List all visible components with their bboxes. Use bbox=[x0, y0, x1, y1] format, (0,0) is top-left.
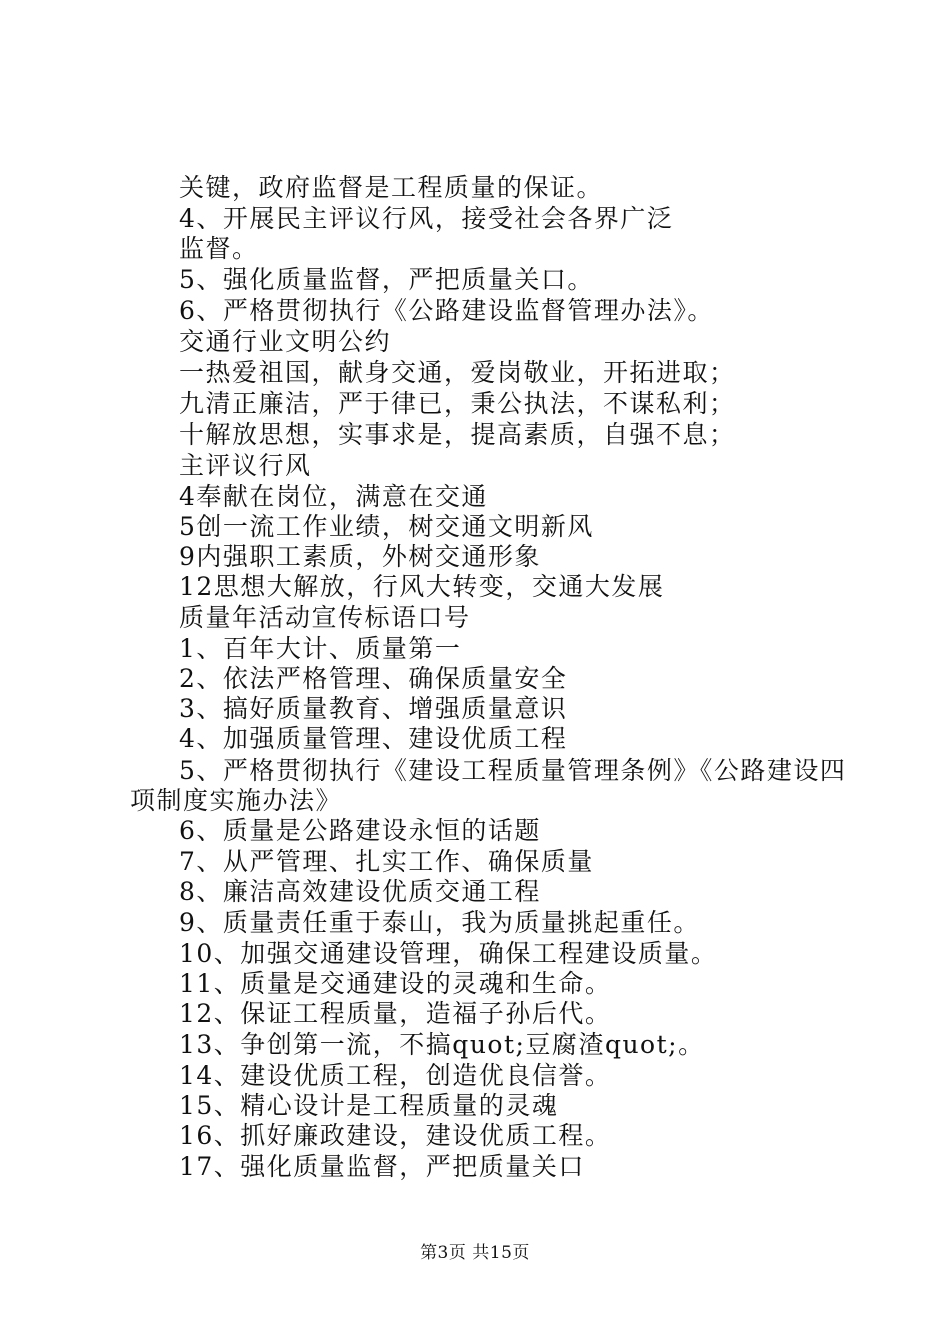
text-line: 3、搞好质量教育、增强质量意识 bbox=[179, 694, 568, 723]
text-line: 监督。 bbox=[179, 234, 259, 263]
text-line: 4奉献在岗位，满意在交通 bbox=[179, 482, 488, 511]
section-heading: 交通行业文明公约 bbox=[179, 327, 392, 356]
text-line: 11、质量是交通建设的灵魂和生命。 bbox=[179, 969, 612, 998]
text-line: 7、从严管理、扎实工作、确保质量 bbox=[179, 847, 594, 876]
text-line: 16、抓好廉政建设，建设优质工程。 bbox=[179, 1121, 612, 1150]
text-line: 4、加强质量管理、建设优质工程 bbox=[179, 724, 568, 753]
text-line: 17、强化质量监督，严把质量关口 bbox=[179, 1152, 585, 1181]
text-line: 8、廉洁高效建设优质交通工程 bbox=[179, 877, 541, 906]
text-line: 十解放思想，实事求是，提高素质，自强不息； bbox=[179, 420, 736, 449]
text-line: 9、质量责任重于泰山，我为质量挑起重任。 bbox=[179, 908, 700, 937]
text-line: 14、建设优质工程，创造优良信誉。 bbox=[179, 1061, 612, 1090]
text-line: 12、保证工程质量，造福子孙后代。 bbox=[179, 999, 612, 1028]
section-heading: 质量年活动宣传标语口号 bbox=[179, 603, 471, 632]
text-line: 5创一流工作业绩，树交通文明新风 bbox=[179, 512, 594, 541]
text-line: 6、质量是公路建设永恒的话题 bbox=[179, 816, 541, 845]
page-number: 第3页 共15页 bbox=[420, 1243, 530, 1263]
text-line: 九清正廉洁，严于律已，秉公执法，不谋私利； bbox=[179, 389, 736, 418]
text-line: 5、强化质量监督，严把质量关口。 bbox=[179, 265, 594, 294]
section-heading: 主评议行风 bbox=[179, 451, 312, 480]
text-line: 5、严格贯彻执行《建设工程质量管理条例》《公路建设四 bbox=[179, 756, 847, 785]
text-line-continuation: 项制度实施办法》 bbox=[130, 786, 343, 815]
text-line: 一热爱祖国，献身交通，爱岗敬业，开拓进取； bbox=[179, 358, 736, 387]
text-line: 6、严格贯彻执行《公路建设监督管理办法》。 bbox=[179, 296, 714, 325]
text-line: 9内强职工素质，外树交通形象 bbox=[179, 542, 541, 571]
text-line: 10、加强交通建设管理，确保工程建设质量。 bbox=[179, 939, 718, 968]
text-line: 12思想大解放，行风大转变，交通大发展 bbox=[179, 572, 665, 601]
text-line: 13、争创第一流，不搞quot;豆腐渣quot;。 bbox=[179, 1030, 705, 1059]
text-line: 2、依法严格管理、确保质量安全 bbox=[179, 664, 568, 693]
text-line: 关键，政府监督是工程质量的保证。 bbox=[179, 173, 604, 202]
text-line: 15、精心设计是工程质量的灵魂 bbox=[179, 1091, 559, 1120]
text-line: 1、百年大计、质量第一 bbox=[179, 634, 462, 663]
text-line: 4、开展民主评议行风，接受社会各界广泛 bbox=[179, 204, 674, 233]
